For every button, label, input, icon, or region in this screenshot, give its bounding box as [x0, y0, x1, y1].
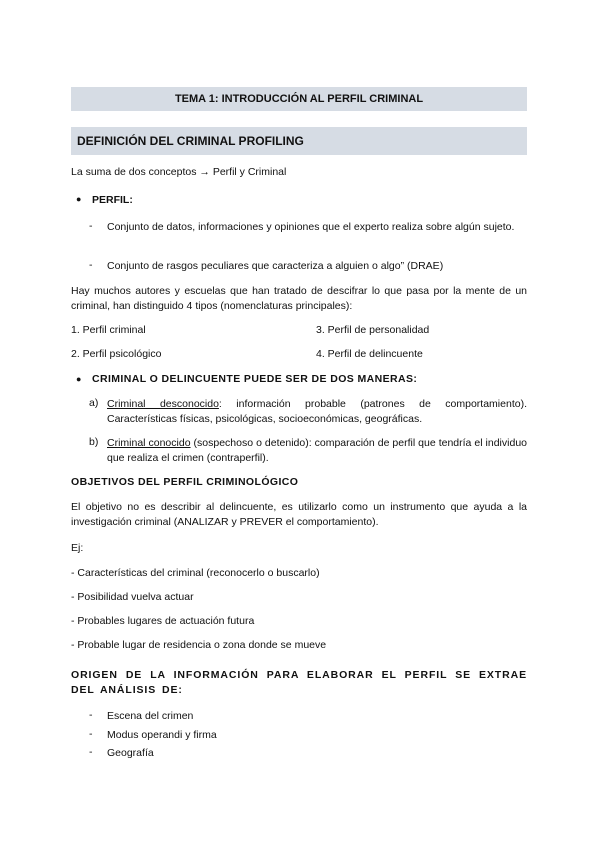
manera-item [107, 397, 527, 427]
tipo-item: 3. Perfil de personalidad [316, 324, 430, 336]
dash-marker: - [89, 259, 93, 271]
dash-marker: - [89, 728, 93, 740]
page-title: TEMA 1: INTRODUCCIÓN AL PERFIL CRIMINAL [71, 87, 527, 111]
autores-paragraph: Hay muchos autores y escuelas que han tratado de descifrar lo que pasa por la mente de un criminal, han distinguido 4 tipos (nomenclaturas principales): [71, 285, 527, 312]
manera-term: Criminal desconocido [107, 398, 219, 410]
perfil-item: Conjunto de rasgos peculiares que caracteriza a alguien o algo” (DRAE) [107, 260, 444, 272]
ejemplo-item: - Características del criminal (reconocerlo o buscarlo) [71, 567, 320, 579]
ej-label: Ej: [71, 542, 84, 554]
tipo-item: 4. Perfil de delincuente [316, 348, 423, 360]
bullet-icon: ● [76, 194, 82, 204]
criminal-heading: CRIMINAL O DELINCUENTE PUEDE SER DE DOS MANERAS: [92, 373, 418, 385]
origen-item: Modus operandi y firma [107, 729, 217, 741]
bullet-icon: ● [76, 374, 82, 384]
dash-marker: - [89, 709, 93, 721]
manera-term: Criminal conocido [107, 437, 191, 449]
section-heading-definicion: DEFINICIÓN DEL CRIMINAL PROFILING [71, 127, 527, 155]
origen-item: Escena del crimen [107, 710, 194, 722]
origen-heading: ORIGEN DE LA INFORMACIÓN PARA ELABORAR EL PERFIL SE EXTRAE DEL ANÁLISIS DE: [71, 669, 527, 696]
dash-marker: - [89, 746, 93, 758]
dash-marker: - [89, 220, 93, 232]
ejemplo-item: - Probable lugar de residencia o zona donde se mueve [71, 639, 327, 651]
objetivos-heading: OBJETIVOS DEL PERFIL CRIMINOLÓGICO [71, 476, 299, 488]
manera-text: (sospechoso o detenido): comparación de perfil que tendría el individuo que realiza el crimen (contraperfil). [107, 437, 527, 464]
tipo-item: 1. Perfil criminal [71, 324, 146, 336]
origen-item: Geografía [107, 747, 154, 759]
perfil-label: PERFIL: [92, 194, 133, 206]
perfil-item: Conjunto de datos, informaciones y opiniones que el experto realiza sobre algún sujeto. [107, 221, 515, 233]
manera-item [107, 436, 527, 466]
objetivos-paragraph: El objetivo no es describir al delincuente, es utilizarlo como un instrumento que ayuda a la investigación criminal (ANALIZAR y PREVER el comportamiento). [71, 501, 527, 528]
list-marker: b) [89, 436, 99, 448]
list-marker: a) [89, 397, 99, 409]
tipo-item: 2. Perfil psicológico [71, 348, 162, 360]
ejemplo-item: - Posibilidad vuelva actuar [71, 591, 194, 603]
manera-text: : información probable (patrones de comportamiento). Características físicas, psicológicas, socioeconómicas, geográficas. [107, 398, 527, 425]
ejemplo-item: - Probables lugares de actuación futura [71, 615, 255, 627]
intro-text: La suma de dos conceptos → Perfil y Criminal [71, 166, 287, 178]
